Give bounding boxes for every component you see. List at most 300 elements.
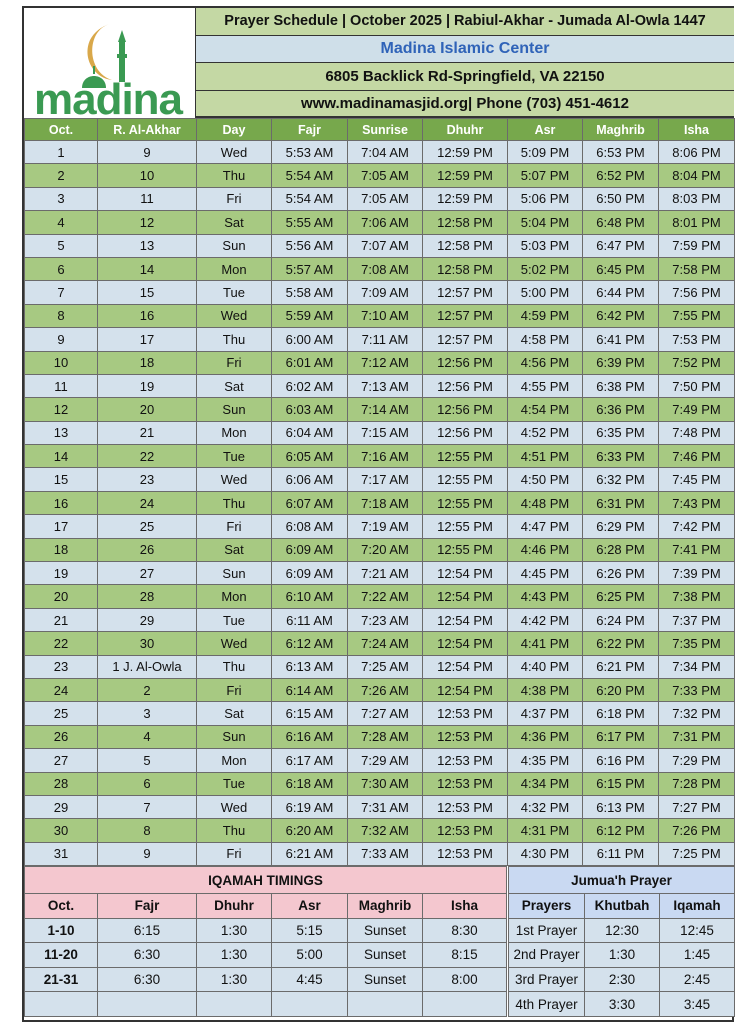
table-row	[25, 211, 735, 234]
table-cell: 12:53 PM	[423, 749, 508, 772]
table-cell: 7:11 AM	[348, 328, 423, 351]
table-cell: 5:04 PM	[508, 211, 583, 234]
table-cell: 4:38 PM	[508, 678, 583, 701]
table-cell: Fri	[197, 351, 272, 374]
table-cell: 6:04 AM	[272, 421, 348, 444]
iqamah-column-header: Dhuhr	[197, 894, 272, 919]
table-row	[25, 187, 735, 210]
table-cell: 6:08 AM	[272, 515, 348, 538]
table-cell: 7:26 AM	[348, 678, 423, 701]
table-cell: 6:12 PM	[583, 819, 659, 842]
table-cell: 7:22 AM	[348, 585, 423, 608]
table-cell: Fri	[197, 515, 272, 538]
table-cell: 17	[25, 515, 98, 538]
table-cell: 7:31 PM	[659, 725, 735, 748]
table-cell: 13	[25, 421, 98, 444]
table-cell: 12:54 PM	[423, 632, 508, 655]
table-cell: 6:39 PM	[583, 351, 659, 374]
table-cell: 7:07 AM	[348, 234, 423, 257]
table-cell: 6:33 PM	[583, 445, 659, 468]
table-cell: 6:18 AM	[272, 772, 348, 795]
table-cell: 12:54 PM	[423, 678, 508, 701]
table-cell: 6:52 PM	[583, 164, 659, 187]
table-cell: 7:14 AM	[348, 398, 423, 421]
table-cell: 3	[25, 187, 98, 210]
table-cell: Sun	[197, 234, 272, 257]
table-row	[25, 351, 735, 374]
table-cell: 5:59 AM	[272, 304, 348, 327]
table-cell: 7:27 AM	[348, 702, 423, 725]
table-cell: 7:12 AM	[348, 351, 423, 374]
table-cell: 7:55 PM	[659, 304, 735, 327]
table-cell: 6:09 AM	[272, 538, 348, 561]
table-cell: 27	[98, 562, 197, 585]
table-cell: 12:58 PM	[423, 234, 508, 257]
table-cell: 6:19 AM	[272, 795, 348, 818]
table-cell: Fri	[197, 842, 272, 865]
table-cell: 12:53 PM	[423, 819, 508, 842]
iqamah-timings-table	[24, 866, 507, 1017]
table-cell: 7:39 PM	[659, 562, 735, 585]
iqamah-cell: 1:30	[197, 967, 272, 992]
table-cell: 7:20 AM	[348, 538, 423, 561]
table-cell: 6:47 PM	[583, 234, 659, 257]
table-cell: 16	[98, 304, 197, 327]
table-cell: 6:07 AM	[272, 491, 348, 514]
table-cell: Sat	[197, 374, 272, 397]
table-cell: Mon	[197, 749, 272, 772]
table-row	[25, 585, 735, 608]
table-cell: 7:28 AM	[348, 725, 423, 748]
table-cell: 21	[98, 421, 197, 444]
table-cell: 28	[25, 772, 98, 795]
table-cell: 4:52 PM	[508, 421, 583, 444]
table-cell: 15	[25, 468, 98, 491]
table-cell: 12:59 PM	[423, 164, 508, 187]
table-row	[25, 819, 735, 842]
table-cell: 12:55 PM	[423, 515, 508, 538]
table-row	[25, 702, 735, 725]
table-cell: 11	[25, 374, 98, 397]
table-cell: 7:42 PM	[659, 515, 735, 538]
iqamah-cell: 1:30	[197, 943, 272, 968]
table-cell: 4:32 PM	[508, 795, 583, 818]
table-row	[25, 281, 735, 304]
table-cell: 6:20 AM	[272, 819, 348, 842]
table-cell: 4:55 PM	[508, 374, 583, 397]
table-cell: 12:59 PM	[423, 187, 508, 210]
table-cell: Wed	[197, 304, 272, 327]
logo-wordmark: madina	[33, 75, 183, 118]
table-cell: 1 J. Al-Owla	[98, 655, 197, 678]
table-cell: 5:06 PM	[508, 187, 583, 210]
table-cell: Fri	[197, 678, 272, 701]
table-cell: 19	[98, 374, 197, 397]
table-cell: 22	[98, 445, 197, 468]
table-cell: 6:48 PM	[583, 211, 659, 234]
table-cell: Tue	[197, 445, 272, 468]
column-header: Asr	[508, 119, 583, 141]
table-cell: 7:21 AM	[348, 562, 423, 585]
table-cell: Wed	[197, 632, 272, 655]
table-cell: 6:09 AM	[272, 562, 348, 585]
table-cell: 27	[25, 749, 98, 772]
jumuah-prayer-table	[508, 866, 735, 1017]
jumuah-row	[509, 992, 735, 1017]
table-row	[25, 678, 735, 701]
table-cell: 24	[25, 678, 98, 701]
table-row	[25, 562, 735, 585]
table-cell: 7:09 AM	[348, 281, 423, 304]
jumuah-cell: 1:45	[660, 943, 735, 968]
table-cell: Thu	[197, 819, 272, 842]
table-cell: 6:22 PM	[583, 632, 659, 655]
table-cell: 7:05 AM	[348, 164, 423, 187]
table-cell: 8:01 PM	[659, 211, 735, 234]
table-cell: 7:58 PM	[659, 257, 735, 280]
table-cell: 4:36 PM	[508, 725, 583, 748]
table-cell: 8:06 PM	[659, 141, 735, 164]
table-cell: 7:23 AM	[348, 608, 423, 631]
table-cell: 7:46 PM	[659, 445, 735, 468]
table-header-row	[25, 119, 735, 141]
table-cell: 7:43 PM	[659, 491, 735, 514]
table-cell: 4:56 PM	[508, 351, 583, 374]
table-row	[25, 725, 735, 748]
table-cell: 6:02 AM	[272, 374, 348, 397]
table-cell: 12:57 PM	[423, 304, 508, 327]
table-cell: 12:53 PM	[423, 772, 508, 795]
jumuah-cell: 2:30	[585, 967, 660, 992]
table-cell: 6:13 AM	[272, 655, 348, 678]
table-cell: 10	[98, 164, 197, 187]
table-cell: 22	[25, 632, 98, 655]
table-cell: Mon	[197, 585, 272, 608]
table-cell: 12:53 PM	[423, 795, 508, 818]
table-cell: 6:32 PM	[583, 468, 659, 491]
jumuah-header-row	[509, 894, 735, 919]
table-cell: 6:13 PM	[583, 795, 659, 818]
iqamah-cell: 1:30	[197, 918, 272, 943]
column-header: R. Al-Akhar	[98, 119, 197, 141]
table-cell: 6:41 PM	[583, 328, 659, 351]
table-cell: 4	[25, 211, 98, 234]
table-cell: 12:58 PM	[423, 257, 508, 280]
table-cell: 7:38 PM	[659, 585, 735, 608]
table-cell: 6:26 PM	[583, 562, 659, 585]
table-cell: 6:16 AM	[272, 725, 348, 748]
table-cell: Mon	[197, 257, 272, 280]
table-cell: 7:28 PM	[659, 772, 735, 795]
table-cell: 7:32 AM	[348, 819, 423, 842]
table-cell: 6:03 AM	[272, 398, 348, 421]
table-cell: 12:53 PM	[423, 702, 508, 725]
table-cell: 7:29 PM	[659, 749, 735, 772]
column-header: Maghrib	[583, 119, 659, 141]
table-cell: 6:53 PM	[583, 141, 659, 164]
table-cell: 7:34 PM	[659, 655, 735, 678]
table-cell: 6:44 PM	[583, 281, 659, 304]
jumuah-cell: 12:45	[660, 918, 735, 943]
table-cell: 6:17 AM	[272, 749, 348, 772]
iqamah-column-header: Oct.	[25, 894, 98, 919]
iqamah-cell: 8:30	[423, 918, 507, 943]
table-cell: 12:56 PM	[423, 421, 508, 444]
table-cell: 7:52 PM	[659, 351, 735, 374]
table-cell: 12	[98, 211, 197, 234]
table-row	[25, 398, 735, 421]
center-contact: www.madinamasjid.org| Phone (703) 451-4612	[196, 91, 734, 119]
table-cell: 7:33 PM	[659, 678, 735, 701]
table-cell: 5:58 AM	[272, 281, 348, 304]
iqamah-row	[25, 967, 507, 992]
table-row	[25, 141, 735, 164]
iqamah-column-header: Asr	[272, 894, 348, 919]
table-cell: 6:12 AM	[272, 632, 348, 655]
table-cell: 12:57 PM	[423, 328, 508, 351]
bottom-section	[24, 866, 734, 1022]
iqamah-column-header: Isha	[423, 894, 507, 919]
table-cell: Wed	[197, 141, 272, 164]
jumuah-cell: 3rd Prayer	[509, 967, 585, 992]
table-row	[25, 655, 735, 678]
table-cell: 9	[25, 328, 98, 351]
table-cell: 6:06 AM	[272, 468, 348, 491]
table-cell: 7:29 AM	[348, 749, 423, 772]
table-cell: 6:15 AM	[272, 702, 348, 725]
table-cell: 5	[98, 749, 197, 772]
table-cell: 12:53 PM	[423, 842, 508, 865]
table-cell: 7:17 AM	[348, 468, 423, 491]
table-cell: 7:25 AM	[348, 655, 423, 678]
jumuah-row	[509, 967, 735, 992]
table-cell: 7:41 PM	[659, 538, 735, 561]
table-cell: 9	[98, 141, 197, 164]
table-row	[25, 468, 735, 491]
table-cell: 7:49 PM	[659, 398, 735, 421]
table-cell: 7:24 AM	[348, 632, 423, 655]
table-row	[25, 795, 735, 818]
table-cell: 6:31 PM	[583, 491, 659, 514]
table-cell: 7:56 PM	[659, 281, 735, 304]
table-cell: 6:17 PM	[583, 725, 659, 748]
table-cell: 9	[98, 842, 197, 865]
table-cell: 5:53 AM	[272, 141, 348, 164]
table-cell: 5:03 PM	[508, 234, 583, 257]
table-row	[25, 632, 735, 655]
table-cell: 6:10 AM	[272, 585, 348, 608]
table-cell: 12:56 PM	[423, 351, 508, 374]
jumuah-column-header: Khutbah	[585, 894, 660, 919]
table-row	[25, 538, 735, 561]
table-cell: 7:16 AM	[348, 445, 423, 468]
table-cell: 12:58 PM	[423, 211, 508, 234]
center-address: 6805 Backlick Rd-Springfield, VA 22150	[196, 63, 734, 91]
table-cell: 6:21 AM	[272, 842, 348, 865]
table-row	[25, 328, 735, 351]
table-cell: 6:28 PM	[583, 538, 659, 561]
table-cell: 6:18 PM	[583, 702, 659, 725]
table-cell: 4	[98, 725, 197, 748]
table-cell: 7:53 PM	[659, 328, 735, 351]
table-cell: 3	[98, 702, 197, 725]
table-cell: 5:54 AM	[272, 187, 348, 210]
table-cell: 18	[98, 351, 197, 374]
table-row	[25, 515, 735, 538]
table-cell: 6	[98, 772, 197, 795]
jumuah-cell: 2:45	[660, 967, 735, 992]
jumuah-row	[509, 918, 735, 943]
iqamah-cell: 8:15	[423, 943, 507, 968]
table-cell: 19	[25, 562, 98, 585]
table-cell: 4:35 PM	[508, 749, 583, 772]
table-cell: Fri	[197, 187, 272, 210]
table-cell: 7	[98, 795, 197, 818]
table-cell: 31	[25, 842, 98, 865]
table-cell: 29	[25, 795, 98, 818]
table-cell: 13	[98, 234, 197, 257]
table-cell: 5	[25, 234, 98, 257]
table-cell: 25	[98, 515, 197, 538]
table-cell: 7:45 PM	[659, 468, 735, 491]
table-row	[25, 164, 735, 187]
table-cell: 7:26 PM	[659, 819, 735, 842]
table-cell: 7:31 AM	[348, 795, 423, 818]
table-cell: 6:38 PM	[583, 374, 659, 397]
table-cell: 23	[25, 655, 98, 678]
table-row	[25, 257, 735, 280]
table-cell: 12:57 PM	[423, 281, 508, 304]
column-header: Oct.	[25, 119, 98, 141]
table-cell: 7:25 PM	[659, 842, 735, 865]
table-cell: Tue	[197, 281, 272, 304]
table-cell: 5:02 PM	[508, 257, 583, 280]
jumuah-cell: 3:30	[585, 992, 660, 1017]
table-cell: 6:21 PM	[583, 655, 659, 678]
table-cell: 5:55 AM	[272, 211, 348, 234]
jumuah-column-header: Iqamah	[660, 894, 735, 919]
iqamah-cell: Sunset	[348, 943, 423, 968]
table-cell: 4:40 PM	[508, 655, 583, 678]
table-cell: 6:05 AM	[272, 445, 348, 468]
table-cell: 24	[98, 491, 197, 514]
table-cell: 4:46 PM	[508, 538, 583, 561]
table-cell: 14	[25, 445, 98, 468]
table-cell: 6:25 PM	[583, 585, 659, 608]
iqamah-cell: 4:45	[272, 967, 348, 992]
column-header: Sunrise	[348, 119, 423, 141]
table-cell: 12:56 PM	[423, 398, 508, 421]
iqamah-header-row	[25, 894, 507, 919]
table-cell: Thu	[197, 491, 272, 514]
column-header: Day	[197, 119, 272, 141]
table-cell: 6:45 PM	[583, 257, 659, 280]
table-cell: 12:55 PM	[423, 468, 508, 491]
table-cell: Thu	[197, 655, 272, 678]
table-cell: 6	[25, 257, 98, 280]
table-cell: 26	[25, 725, 98, 748]
iqamah-title: IQAMAH TIMINGS	[25, 867, 507, 894]
table-row	[25, 491, 735, 514]
table-row	[25, 374, 735, 397]
table-cell: 20	[98, 398, 197, 421]
table-cell: 7:32 PM	[659, 702, 735, 725]
table-cell: 5:56 AM	[272, 234, 348, 257]
table-cell: 6:50 PM	[583, 187, 659, 210]
table-cell: 8	[98, 819, 197, 842]
iqamah-cell: 21-31	[25, 967, 98, 992]
table-cell: 7:27 PM	[659, 795, 735, 818]
table-cell: Sat	[197, 702, 272, 725]
table-cell: 7:50 PM	[659, 374, 735, 397]
table-cell: 7:04 AM	[348, 141, 423, 164]
table-cell: 7:05 AM	[348, 187, 423, 210]
table-cell: 4:47 PM	[508, 515, 583, 538]
table-cell: 6:11 AM	[272, 608, 348, 631]
table-cell: 7:30 AM	[348, 772, 423, 795]
table-cell: 20	[25, 585, 98, 608]
table-cell: 6:14 AM	[272, 678, 348, 701]
table-cell: 30	[25, 819, 98, 842]
iqamah-cell: 5:15	[272, 918, 348, 943]
prayer-schedule-sheet	[22, 6, 734, 1022]
table-row	[25, 421, 735, 444]
table-cell: 12	[25, 398, 98, 421]
table-cell: 7	[25, 281, 98, 304]
jumuah-row	[509, 943, 735, 968]
iqamah-column-header: Maghrib	[348, 894, 423, 919]
table-cell: Tue	[197, 608, 272, 631]
table-cell: 12:56 PM	[423, 374, 508, 397]
table-cell: 4:37 PM	[508, 702, 583, 725]
column-header: Fajr	[272, 119, 348, 141]
iqamah-cell: 5:00	[272, 943, 348, 968]
table-cell: 12:54 PM	[423, 655, 508, 678]
table-cell: 12:55 PM	[423, 491, 508, 514]
table-cell: 12:54 PM	[423, 608, 508, 631]
table-cell: 5:57 AM	[272, 257, 348, 280]
table-cell: 4:31 PM	[508, 819, 583, 842]
table-cell: 12:59 PM	[423, 141, 508, 164]
table-cell: 25	[25, 702, 98, 725]
table-cell: Wed	[197, 795, 272, 818]
table-cell: 7:10 AM	[348, 304, 423, 327]
column-header: Dhuhr	[423, 119, 508, 141]
table-cell: 7:35 PM	[659, 632, 735, 655]
table-cell: 6:42 PM	[583, 304, 659, 327]
table-cell: 7:48 PM	[659, 421, 735, 444]
table-cell: 8:03 PM	[659, 187, 735, 210]
table-cell: 2	[25, 164, 98, 187]
iqamah-cell: 1-10	[25, 918, 98, 943]
jumuah-cell: 12:30	[585, 918, 660, 943]
iqamah-row	[25, 918, 507, 943]
table-cell: 12:54 PM	[423, 562, 508, 585]
table-row	[25, 304, 735, 327]
center-name: Madina Islamic Center	[196, 36, 734, 64]
table-cell: 7:18 AM	[348, 491, 423, 514]
table-cell: 6:00 AM	[272, 328, 348, 351]
table-row	[25, 842, 735, 865]
table-cell: Thu	[197, 328, 272, 351]
table-cell: 8:04 PM	[659, 164, 735, 187]
madina-logo	[24, 8, 196, 118]
table-cell: 26	[98, 538, 197, 561]
table-cell: 4:54 PM	[508, 398, 583, 421]
table-cell: 10	[25, 351, 98, 374]
table-cell: Sun	[197, 725, 272, 748]
table-cell: 6:36 PM	[583, 398, 659, 421]
